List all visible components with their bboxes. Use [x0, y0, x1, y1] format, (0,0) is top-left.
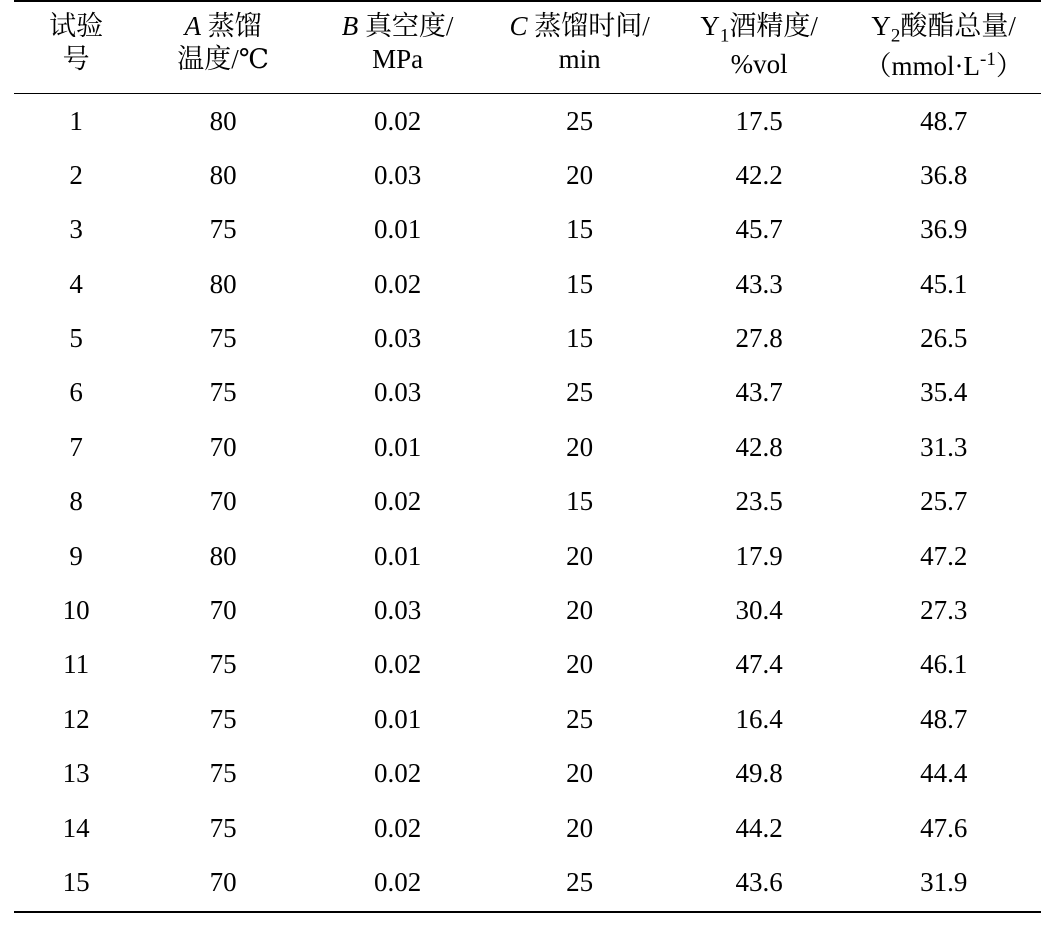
- cell-factor-b: 0.02: [308, 855, 488, 912]
- cell-trial-no: 9: [69, 540, 83, 571]
- table-header: [14, 1, 1041, 93]
- table-row: [14, 148, 1041, 202]
- response-subscript-2: 2: [890, 25, 901, 47]
- unit-prefix: （mmol·L: [864, 50, 981, 81]
- table-row: [14, 93, 1041, 148]
- cell-factor-b: 0.03: [373, 323, 422, 354]
- cell-factor-c: 20: [566, 758, 594, 789]
- column-header-y2-ester: [846, 1, 1041, 93]
- header-line-2: [848, 48, 1039, 83]
- cell-y2: 31.3: [920, 431, 968, 462]
- table-row: [14, 855, 1041, 912]
- cell-trial-no: 14: [62, 812, 90, 843]
- cell-factor-a: 75: [209, 214, 237, 245]
- cell-trial-no: 4: [69, 268, 83, 299]
- cell-factor-a: 70: [209, 486, 237, 517]
- table-row: [14, 746, 1041, 800]
- cell-y1: 49.8: [735, 758, 783, 789]
- cell-factor-c: 25: [566, 703, 594, 734]
- header-line-1: [674, 10, 845, 48]
- header-line-2: %vol: [730, 48, 788, 79]
- cell-factor-a: 75: [209, 758, 237, 789]
- cell-factor-b: 0.02: [373, 812, 422, 843]
- header-text: 真空度/: [358, 11, 454, 41]
- cell-factor-b: 0.02: [373, 758, 422, 789]
- cell-factor-c: 20: [566, 159, 594, 190]
- cell-trial-no: 3: [69, 214, 83, 245]
- cell-factor-b: 0.02: [373, 486, 422, 517]
- cell-factor-b: 0.01: [373, 540, 422, 571]
- cell-factor-a: 70: [209, 431, 237, 462]
- table-row: [14, 583, 1041, 637]
- cell-trial-no: 7: [69, 431, 83, 462]
- header-line-1: [310, 10, 486, 43]
- table-row: [14, 257, 1041, 311]
- header-line-1: 试验: [49, 11, 104, 41]
- column-header-y1-alcohol: [672, 1, 847, 93]
- cell-factor-c: 15: [566, 323, 594, 354]
- cell-trial-no: 1: [69, 105, 83, 136]
- cell-factor-b: 0.01: [373, 214, 422, 245]
- cell-factor-c: 25: [566, 377, 594, 408]
- column-header-factor-b: [308, 1, 488, 93]
- cell-y2: 26.5: [920, 323, 968, 354]
- table-row: [14, 420, 1041, 474]
- cell-factor-c: 20: [566, 595, 594, 626]
- cell-y2: 48.7: [920, 703, 968, 734]
- cell-y1: 17.9: [735, 540, 783, 571]
- factor-symbol-c: C: [509, 11, 528, 41]
- cell-y2: 25.7: [920, 486, 968, 517]
- response-symbol-y2: Y: [871, 11, 891, 41]
- cell-y2: 47.6: [920, 812, 968, 843]
- cell-y1: 42.2: [735, 159, 783, 190]
- table-row: [14, 692, 1041, 746]
- cell-y1: 23.5: [735, 486, 783, 517]
- response-symbol-y1: Y: [700, 11, 720, 41]
- cell-factor-c: 20: [566, 812, 594, 843]
- cell-factor-a: 70: [209, 595, 237, 626]
- cell-y2: 46.1: [920, 649, 968, 680]
- cell-y1: 30.4: [735, 595, 783, 626]
- header-line-2: MPa: [372, 43, 424, 74]
- cell-trial-no: 13: [62, 758, 90, 789]
- cell-trial-no: 10: [62, 595, 90, 626]
- header-text: 酸酯总量/: [900, 11, 1016, 41]
- cell-y1: 45.7: [735, 214, 783, 245]
- cell-factor-a: 75: [209, 703, 237, 734]
- header-text: 蒸馏: [200, 11, 262, 41]
- cell-y1: 43.6: [672, 855, 847, 912]
- cell-y1: 43.7: [735, 377, 783, 408]
- cell-y2: 48.7: [920, 105, 968, 136]
- table-row: [14, 202, 1041, 256]
- cell-y1: 27.8: [735, 323, 783, 354]
- cell-factor-b: 0.03: [373, 377, 422, 408]
- cell-trial-no: 11: [63, 649, 90, 680]
- cell-y1: 43.3: [735, 268, 783, 299]
- cell-factor-c: 20: [566, 540, 594, 571]
- cell-factor-b: 0.03: [373, 159, 422, 190]
- cell-factor-a: 75: [209, 812, 237, 843]
- header-line-2: min: [558, 43, 601, 74]
- cell-factor-a: 75: [209, 323, 237, 354]
- cell-factor-c: 15: [566, 486, 594, 517]
- cell-factor-a: 80: [209, 159, 237, 190]
- cell-factor-c: 15: [566, 214, 594, 245]
- column-header-trial-no: [14, 1, 138, 93]
- cell-trial-no: 2: [69, 159, 83, 190]
- cell-factor-a: 75: [209, 649, 237, 680]
- cell-y2: 36.8: [920, 159, 968, 190]
- cell-y1: 16.4: [735, 703, 783, 734]
- cell-y2: 36.9: [920, 214, 968, 245]
- cell-y1: 47.4: [735, 649, 783, 680]
- unit-exponent: -1: [980, 48, 996, 70]
- cell-factor-a: 80: [209, 540, 237, 571]
- cell-y1: 44.2: [735, 812, 783, 843]
- column-header-factor-a: [138, 1, 307, 93]
- column-header-factor-c: [487, 1, 672, 93]
- cell-factor-b: 0.01: [373, 703, 422, 734]
- cell-trial-no: 15: [14, 855, 138, 912]
- cell-factor-c: 25: [566, 105, 594, 136]
- factor-symbol-b: B: [341, 11, 359, 41]
- cell-factor-a: 70: [138, 855, 307, 912]
- cell-y2: 47.2: [920, 540, 968, 571]
- cell-y2: 27.3: [920, 595, 968, 626]
- header-line-2: 温度/℃: [177, 43, 269, 74]
- experiment-results-table: [14, 0, 1041, 913]
- cell-factor-c: 25: [487, 855, 672, 912]
- header-row: [14, 1, 1041, 93]
- response-subscript-1: 1: [719, 25, 730, 47]
- table-body: [14, 93, 1041, 912]
- cell-trial-no: 8: [69, 486, 83, 517]
- cell-factor-b: 0.01: [373, 431, 422, 462]
- cell-factor-c: 20: [566, 431, 594, 462]
- cell-factor-b: 0.02: [373, 268, 422, 299]
- cell-y2: 31.9: [846, 855, 1041, 912]
- cell-y1: 17.5: [735, 105, 783, 136]
- header-text: 酒精度/: [729, 11, 818, 41]
- table-row: [14, 474, 1041, 528]
- cell-y1: 42.8: [735, 431, 783, 462]
- cell-factor-c: 20: [566, 649, 594, 680]
- cell-factor-b: 0.03: [373, 595, 422, 626]
- cell-y2: 45.1: [920, 268, 968, 299]
- cell-y2: 35.4: [920, 377, 968, 408]
- table-row: [14, 311, 1041, 365]
- unit-suffix: ）: [995, 50, 1023, 81]
- cell-factor-b: 0.02: [373, 649, 422, 680]
- cell-factor-c: 15: [566, 268, 594, 299]
- header-line-1: [489, 10, 670, 43]
- cell-factor-a: 75: [209, 377, 237, 408]
- cell-y2: 44.4: [920, 758, 968, 789]
- cell-trial-no: 6: [69, 377, 83, 408]
- cell-trial-no: 12: [62, 703, 90, 734]
- table-row: [14, 801, 1041, 855]
- cell-factor-a: 80: [209, 105, 237, 136]
- cell-factor-a: 80: [209, 268, 237, 299]
- cell-trial-no: 5: [69, 323, 83, 354]
- table-row: [14, 365, 1041, 419]
- factor-symbol-a: A: [184, 11, 201, 41]
- cell-factor-b: 0.02: [373, 105, 422, 136]
- table-row: [14, 529, 1041, 583]
- header-line-1: [140, 10, 305, 43]
- table-row: [14, 637, 1041, 691]
- header-line-1: [848, 10, 1039, 48]
- header-line-2: 号: [62, 43, 90, 74]
- header-text: 蒸馏时间/: [527, 11, 650, 41]
